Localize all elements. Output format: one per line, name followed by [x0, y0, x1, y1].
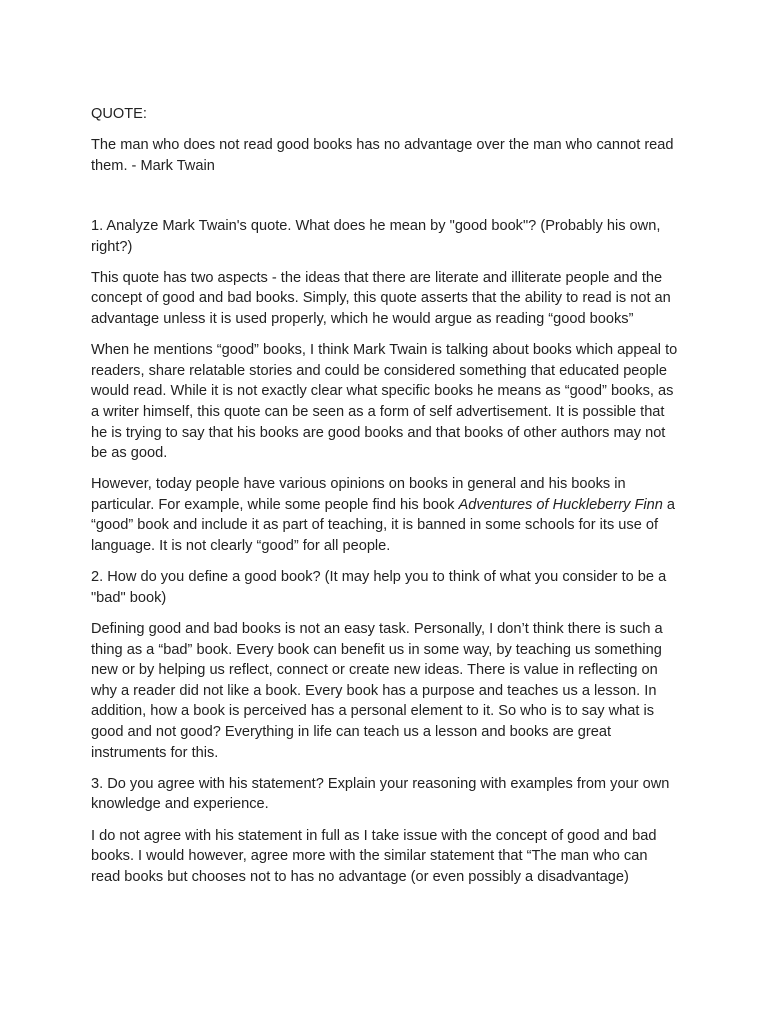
spacer — [91, 187, 679, 216]
answer-1-paragraph-3 — [91, 474, 679, 556]
answer-2: Defining good and bad books is not an easy task. Personally, I don’t think there is such a thing as a “bad” book. Every book can benefit us in some way, by teaching us something new or by helping us reflect, connect or create new ideas. There is value in reflecting on why a reader did not like a book. Every book has a purpose and teaches us a lesson. In addition, how a book is perceived has a personal element to it. So who is to say what is good and not good? Everything in life can teach us a lesson and books are great instruments for this. — [91, 621, 663, 761]
answer-1-paragraph-2: When he mentions “good” books, I think Mark Twain is talking about books which appeal to readers, share relatable stories and could be considered something that educated people would read. While it is not exactly clear what specific books he means as “good” books, as a writer himself, this quote can be seen as a form of self advertisement. It is possible that he is trying to say that his books are good books and that books of other authors may not be as good. — [91, 342, 678, 462]
answer-1-text-after-title: a “good” book and include it as part of teaching, it is banned in some schools for its use of language. It is not clearly “good” for all people. — [91, 496, 676, 555]
answer-3: I do not agree with his statement in full as I take issue with the concept of good and bad books. I would however, agree more with the similar statement that “The man who can read books but chooses not to has no advantage (or even possibly a disadvantage) — [91, 827, 657, 885]
quote-text: The man who does not read good books has no advantage over the man who cannot read them. - Mark Twain — [91, 137, 674, 174]
question-1: 1. Analyze Mark Twain's quote. What does he mean by "good book"? (Probably his own, right?) — [91, 217, 661, 255]
document-page — [91, 104, 679, 898]
answer-1-paragraph-1: This quote has two aspects - the ideas that there are literate and illiterate people and the concept of good and bad books. Simply, this quote asserts that the ability to read is not an advantage unless it is used properly, which he would argue as reading “good books” — [91, 269, 671, 327]
quote-heading: QUOTE: — [91, 106, 147, 122]
question-2: 2. How do you define a good book? (It may help you to think of what you consider to be a "bad" book) — [91, 569, 667, 606]
question-3: 3. Do you agree with his statement? Explain your reasoning with examples from your own knowledge and experience. — [91, 775, 670, 813]
book-title: Adventures of Huckleberry Finn — [458, 496, 663, 513]
answer-1-text-before-title: However, today people have various opinions on books in general and his books in particular. For example, while some people find his book — [91, 476, 626, 513]
